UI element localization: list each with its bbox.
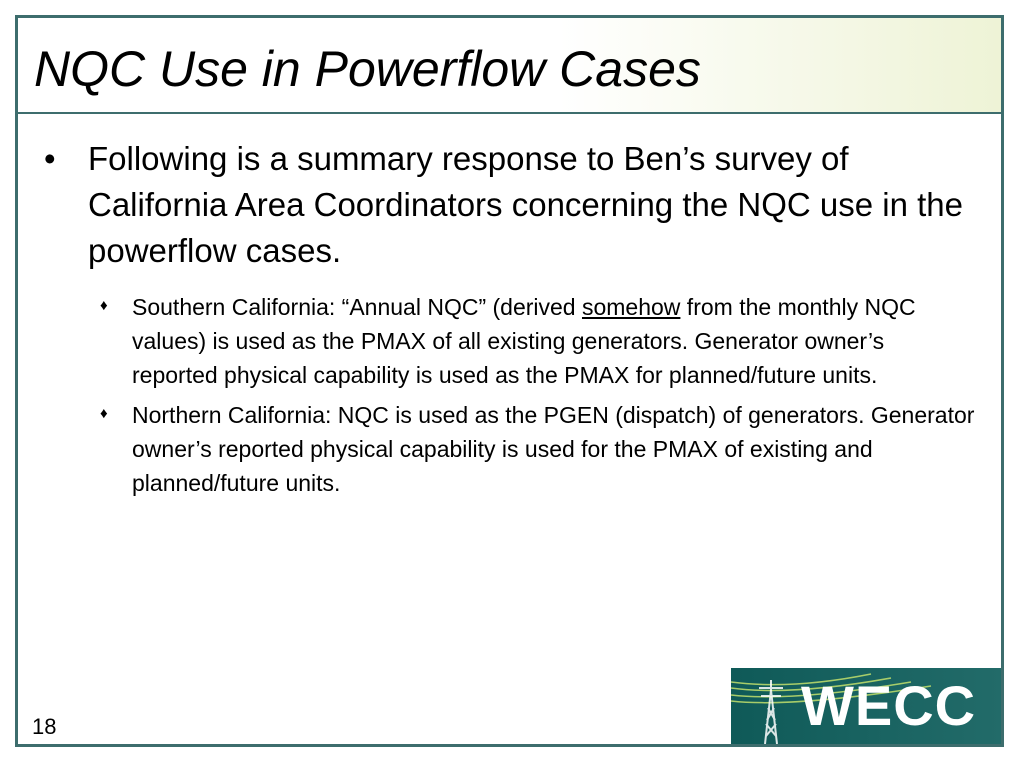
sub-bullet-text-start: Southern California: “Annual NQC” (derived [132, 294, 582, 320]
diamond-bullet-icon: ♦ [100, 405, 108, 422]
logo-text: WECC [801, 674, 977, 737]
underlined-word: somehow [581, 294, 681, 320]
sub-bullet-text: Northern California: NQC is used as the PGEN (dispatch) of generators. Generator owner’s reported physical capability is used for the PMAX of existing and planned/future units. [132, 402, 975, 496]
main-bullet [40, 136, 975, 274]
title-bar [18, 18, 1001, 114]
slide-number: 18 [32, 714, 57, 739]
bullet-marker: • [44, 140, 56, 177]
sub-bullet-southern [40, 290, 975, 392]
slide-title: NQC Use in Powerflow Cases [34, 41, 701, 97]
sub-bullet-list [40, 290, 975, 500]
sub-bullet-text-end: from the monthly NQC values) is used as the PMAX of all existing generators. Generator owner’s reported physical capability is used as the PMAX for planned/future units. [132, 294, 916, 388]
wecc-logo [731, 668, 1001, 744]
main-bullet-text: Following is a summary response to Ben’s survey of California Area Coordinators concerning the NQC use in the powerflow cases. [88, 140, 963, 269]
diamond-bullet-icon: ♦ [100, 297, 108, 314]
slide-frame [15, 15, 1004, 747]
sub-bullet-northern [40, 398, 975, 500]
slide-content [40, 136, 975, 506]
